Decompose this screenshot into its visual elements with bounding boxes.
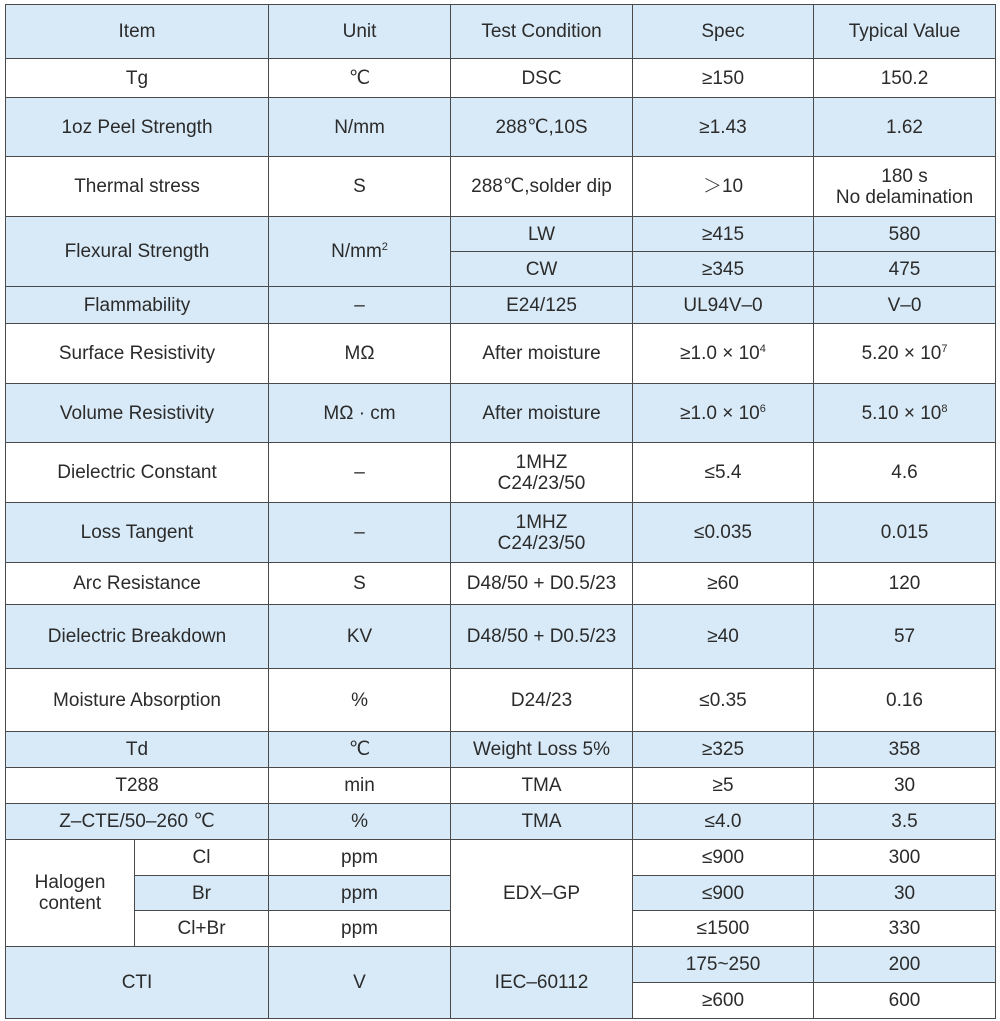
item-cell: Moisture Absorption (6, 669, 269, 732)
item-line: Halogen (34, 872, 106, 893)
typical-cell: 57 (814, 605, 996, 669)
spec-cell: ≤4.0 (633, 804, 814, 840)
spec-cell: ≤0.035 (633, 503, 814, 563)
condition-line: 1MHZ (515, 451, 568, 473)
unit-cell: % (269, 669, 451, 732)
typical-line: No delamination (835, 186, 974, 208)
table-row (6, 384, 996, 443)
item-cell: Dielectric Breakdown (6, 605, 269, 669)
spec-cell: $\ge 1.0 \times 10^6$ (633, 384, 814, 443)
condition-cell: D48/50 + D0.5/23 (451, 605, 633, 669)
table-row (6, 947, 996, 983)
sub-item-cell: Cl (135, 840, 269, 876)
typical-cell: 4.6 (814, 443, 996, 503)
typical-cell: 200 (814, 947, 996, 983)
typical-cell: 330 (814, 911, 996, 947)
table-row (6, 98, 996, 157)
table-row (6, 669, 996, 732)
unit-cell: MΩ (269, 324, 451, 384)
item-cell: Td (6, 732, 269, 768)
item-cell: T288 (6, 768, 269, 804)
unit-cell: % (269, 804, 451, 840)
spec-cell: ≤0.35 (633, 669, 814, 732)
table-row (6, 59, 996, 98)
typical-cell: 600 (814, 983, 996, 1019)
item-cell: Flammability (6, 287, 269, 324)
spec-cell: ≥345 (633, 252, 814, 287)
typical-cell: $5.10 \times 10^8$ (814, 384, 996, 443)
item-cell: Arc Resistance (6, 563, 269, 605)
header-test-condition: Test Condition (451, 5, 633, 59)
typical-cell: 0.16 (814, 669, 996, 732)
item-cell: Z–CTE/50–260 ℃ (6, 804, 269, 840)
spec-cell: ≥1.43 (633, 98, 814, 157)
condition-cell: LW (451, 217, 633, 252)
item-cell: Volume Resistivity (6, 384, 269, 443)
spec-cell: ＞10 (633, 157, 814, 217)
unit-cell: S (269, 563, 451, 605)
spec-cell: ≥150 (633, 59, 814, 98)
condition-cell: TMA (451, 768, 633, 804)
condition-cell: IEC–60112 (451, 947, 633, 1019)
unit-cell: $N/mm^2$ (269, 217, 451, 287)
unit-cell: ppm (269, 911, 451, 947)
spec-cell: ≥415 (633, 217, 814, 252)
condition-cell: After moisture (451, 384, 633, 443)
condition-cell: 288℃,solder dip (451, 157, 633, 217)
typical-cell (814, 157, 996, 217)
table-row (6, 157, 996, 217)
spec-cell: ≤900 (633, 840, 814, 876)
condition-cell (451, 503, 633, 563)
spec-cell: ≥325 (633, 732, 814, 768)
spec-cell: ≤900 (633, 876, 814, 911)
condition-line: C24/23/50 (497, 532, 586, 554)
table-row (6, 732, 996, 768)
spec-cell: ≥60 (633, 563, 814, 605)
table-row (6, 563, 996, 605)
spec-cell: ≥600 (633, 983, 814, 1019)
halogen-item-cell (6, 840, 135, 947)
typical-cell: 30 (814, 768, 996, 804)
typical-cell: V–0 (814, 287, 996, 324)
item-cell: Tg (6, 59, 269, 98)
condition-cell: After moisture (451, 324, 633, 384)
unit-cell: ℃ (269, 59, 451, 98)
unit-cell: MΩ · cm (269, 384, 451, 443)
typical-cell: 0.015 (814, 503, 996, 563)
typical-cell: 580 (814, 217, 996, 252)
typical-cell: 300 (814, 840, 996, 876)
typical-cell: 475 (814, 252, 996, 287)
unit-cell: S (269, 157, 451, 217)
item-line: content (38, 893, 102, 914)
header-item: Item (6, 5, 269, 59)
condition-cell: EDX–GP (451, 840, 633, 947)
item-cell: Surface Resistivity (6, 324, 269, 384)
condition-cell: 288℃,10S (451, 98, 633, 157)
condition-cell (451, 443, 633, 503)
spec-cell: $\ge 1.0 \times 10^4$ (633, 324, 814, 384)
unit-cell: N/mm (269, 98, 451, 157)
table-row (6, 443, 996, 503)
condition-cell: Weight Loss 5% (451, 732, 633, 768)
spec-cell: 175~250 (633, 947, 814, 983)
table-row (6, 768, 996, 804)
table-row (6, 503, 996, 563)
condition-cell: DSC (451, 59, 633, 98)
header-spec: Spec (633, 5, 814, 59)
item-cell: Flexural Strength (6, 217, 269, 287)
table-row (6, 840, 996, 876)
condition-cell: D48/50 + D0.5/23 (451, 563, 633, 605)
condition-line: C24/23/50 (497, 472, 586, 494)
typical-cell: 358 (814, 732, 996, 768)
item-cell: Loss Tangent (6, 503, 269, 563)
unit-cell: V (269, 947, 451, 1019)
table-row (6, 217, 996, 252)
table-row (6, 324, 996, 384)
unit-cell: ppm (269, 876, 451, 911)
typical-line: 180 s (881, 165, 928, 187)
header-typical-value: Typical Value (814, 5, 996, 59)
header-unit: Unit (269, 5, 451, 59)
typical-cell: 150.2 (814, 59, 996, 98)
spec-cell: ≥40 (633, 605, 814, 669)
unit-cell: min (269, 768, 451, 804)
spec-cell: ≥5 (633, 768, 814, 804)
typical-cell: $5.20 \times 10^7$ (814, 324, 996, 384)
typical-cell: 1.62 (814, 98, 996, 157)
condition-cell: E24/125 (451, 287, 633, 324)
sub-item-cell: Br (135, 876, 269, 911)
condition-line: 1MHZ (515, 511, 568, 533)
properties-table (5, 4, 996, 1019)
unit-cell: ℃ (269, 732, 451, 768)
header-row (6, 5, 996, 59)
condition-cell: D24/23 (451, 669, 633, 732)
spec-cell: UL94V–0 (633, 287, 814, 324)
typical-cell: 120 (814, 563, 996, 605)
unit-cell: – (269, 503, 451, 563)
table-row (6, 605, 996, 669)
item-cell: 1oz Peel Strength (6, 98, 269, 157)
spec-cell: ≤1500 (633, 911, 814, 947)
spec-cell: ≤5.4 (633, 443, 814, 503)
typical-cell: 30 (814, 876, 996, 911)
table-row (6, 804, 996, 840)
item-cell: Thermal stress (6, 157, 269, 217)
item-cell: CTI (6, 947, 269, 1019)
condition-cell: TMA (451, 804, 633, 840)
unit-cell: – (269, 287, 451, 324)
condition-cell: CW (451, 252, 633, 287)
item-cell: Dielectric Constant (6, 443, 269, 503)
unit-cell: – (269, 443, 451, 503)
sub-item-cell: Cl+Br (135, 911, 269, 947)
unit-cell: KV (269, 605, 451, 669)
table-row (6, 287, 996, 324)
typical-cell: 3.5 (814, 804, 996, 840)
unit-cell: ppm (269, 840, 451, 876)
